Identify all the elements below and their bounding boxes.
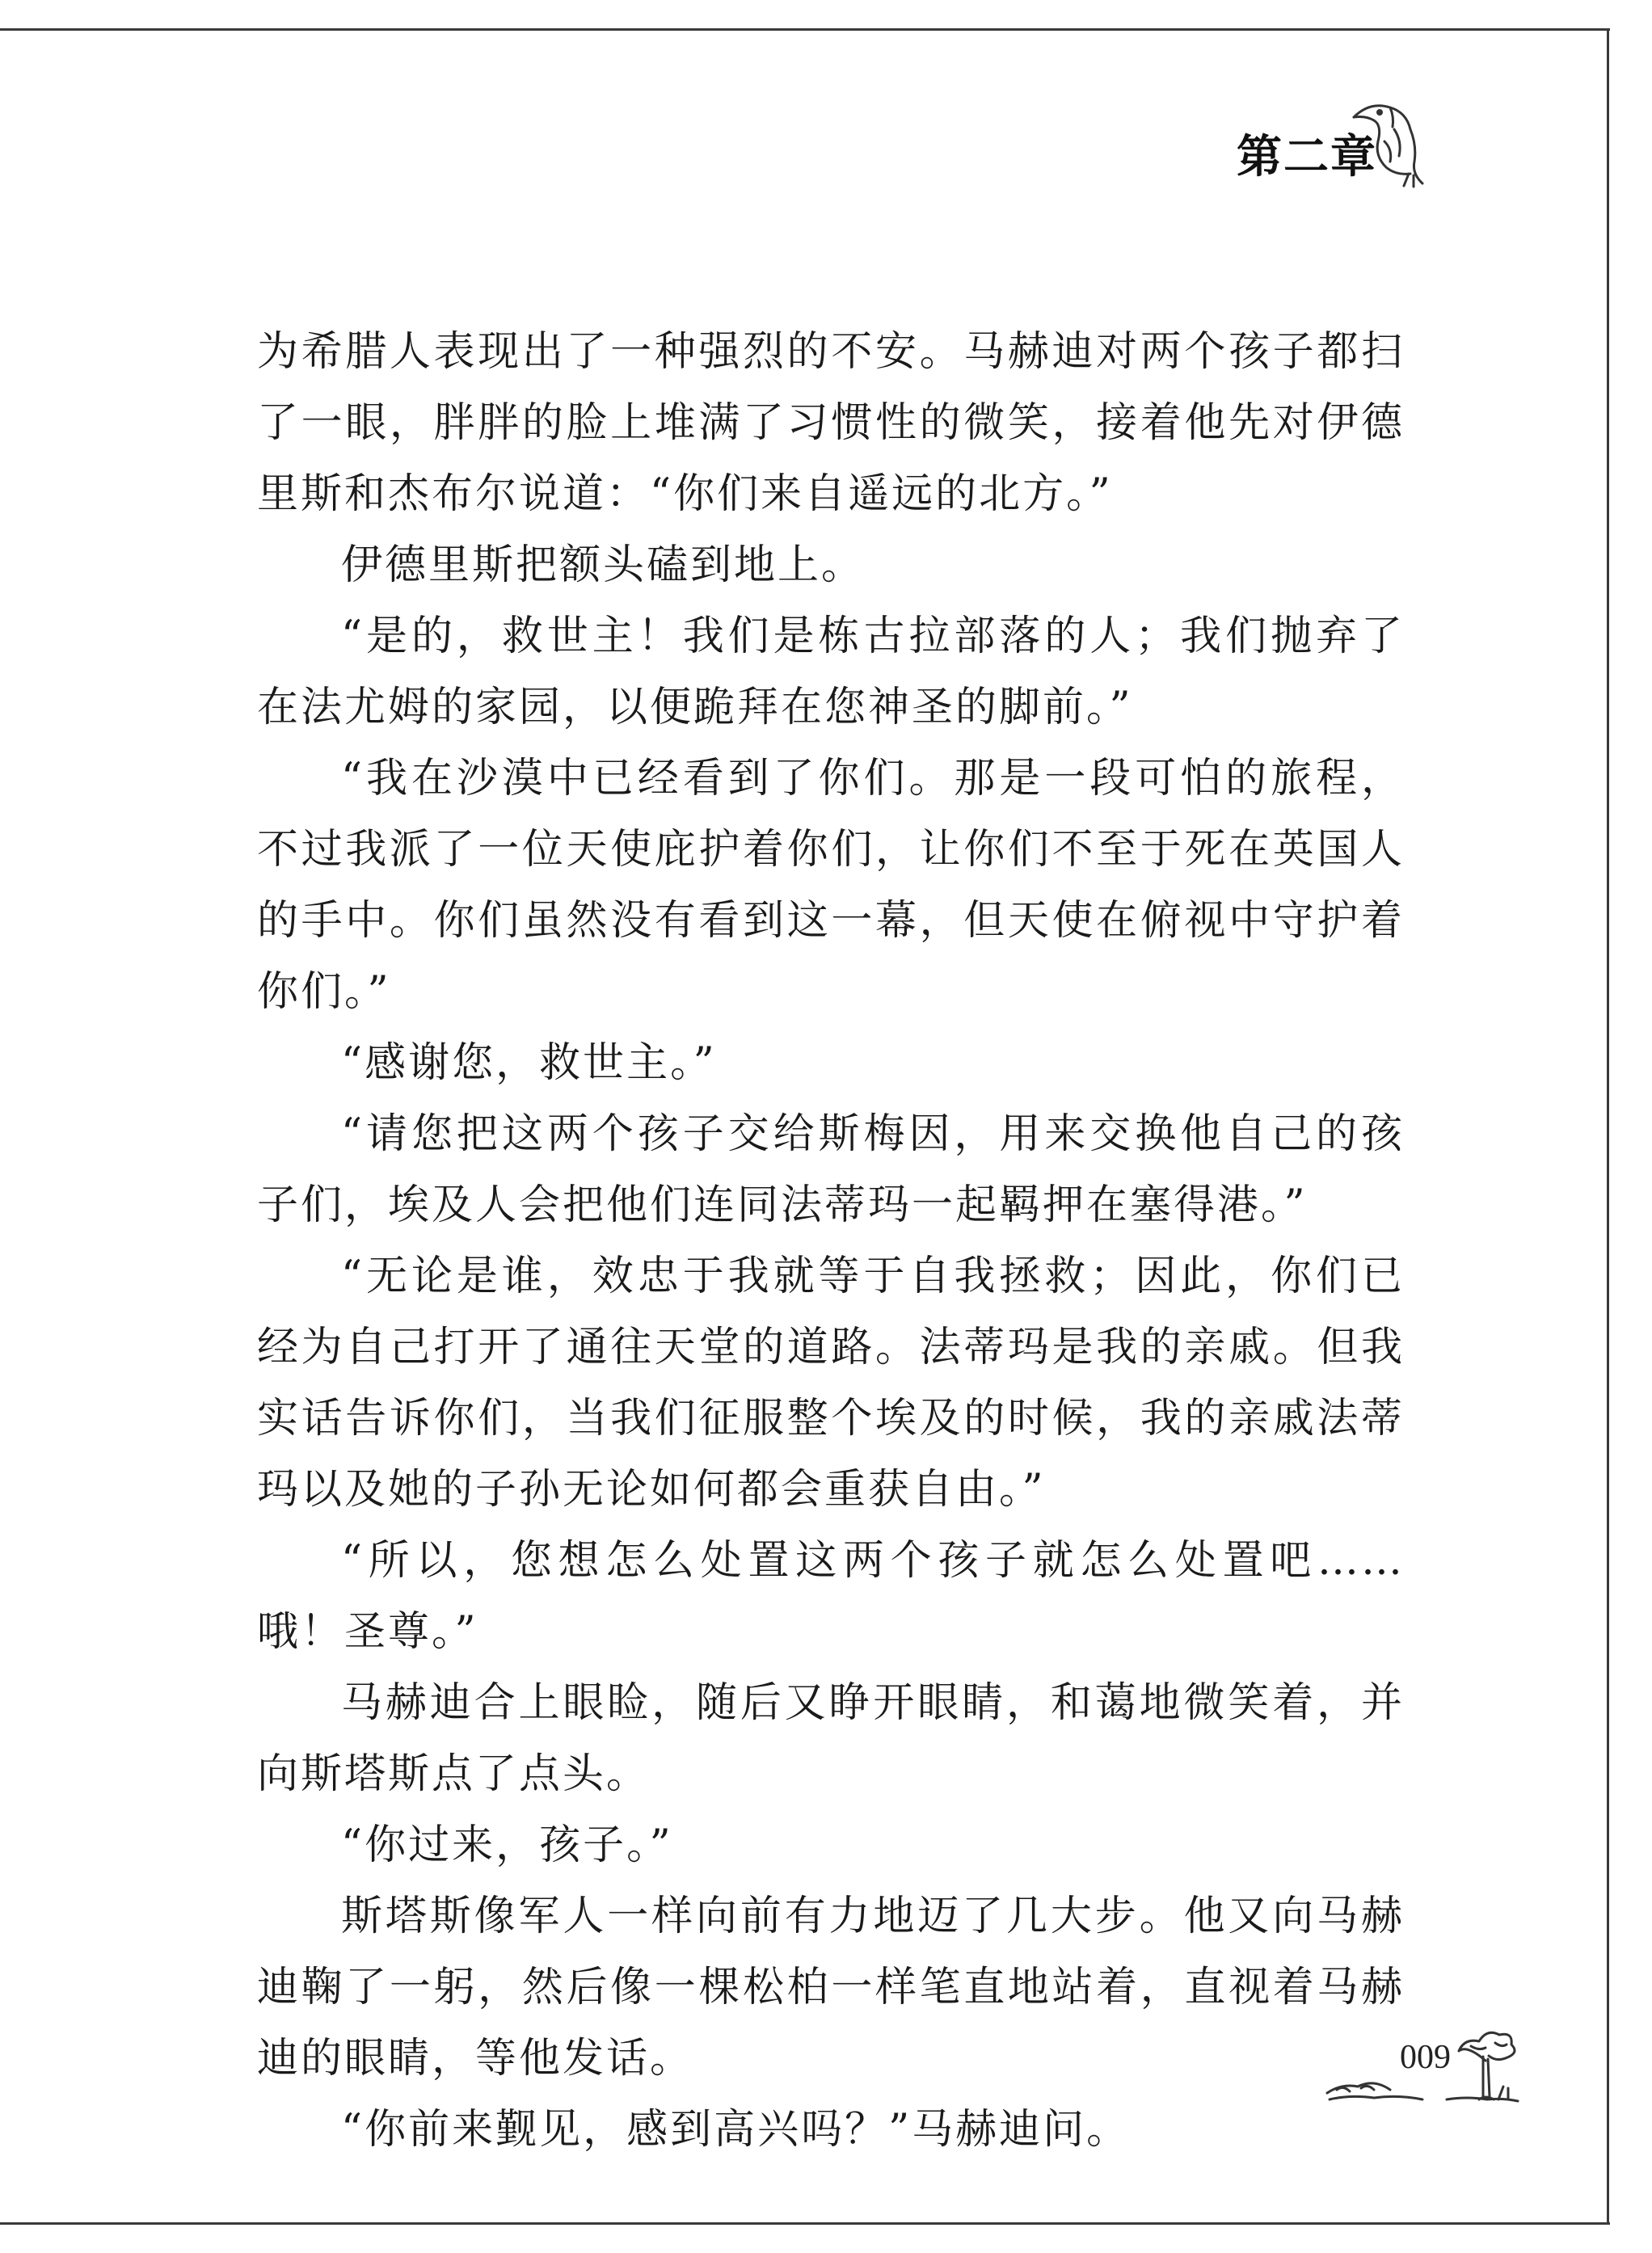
chapter-header (1237, 97, 1431, 210)
chapter-title: 第二章 (1237, 130, 1377, 183)
text-line: 子们，埃及人会把他们连同法蒂玛一起羁押在塞得港。” (257, 1181, 1308, 1229)
bird-icon (1346, 93, 1435, 190)
text-line: “请您把这两个孩子交给斯梅因，用来交换他自己的孩 (341, 1110, 1405, 1158)
text-line: 你们。” (257, 968, 391, 1016)
text-line: “我在沙漠中已经看到了你们。那是一段可怕的旅程， (341, 755, 1405, 802)
text-line: 不过我派了一位天使庇护着你们，让你们不至于死在英国人 (257, 826, 1405, 874)
text-line: 在法尤姆的家园，以便跪拜在您神圣的脚前。” (257, 684, 1133, 731)
page-border-right (1607, 28, 1609, 2222)
text-line: 实话告诉你们，当我们征服整个埃及的时候，我的亲戚法蒂 (257, 1395, 1405, 1442)
page-border-bottom (0, 2222, 1610, 2225)
page-border-top (0, 28, 1610, 31)
text-line: “你前来觐见，感到高兴吗？”马赫迪问。 (341, 2106, 1131, 2154)
text-line: 伊德里斯把额头磕到地上。 (341, 541, 866, 589)
page-number: 009 (1400, 2039, 1451, 2076)
text-line: 了一眼，胖胖的脸上堆满了习惯性的微笑，接着他先对伊德 (257, 399, 1405, 447)
text-line: “你过来，孩子。” (341, 1821, 673, 1869)
text-line: 玛以及她的子孙无论如何都会重获自由。” (257, 1466, 1046, 1514)
text-line: 为希腊人表现出了一种强烈的不安。马赫迪对两个孩子都扫 (257, 328, 1405, 376)
text-line: 经为自己打开了通往天堂的道路。法蒂玛是我的亲戚。但我 (257, 1324, 1405, 1371)
page-footer (1325, 2020, 1519, 2117)
text-line: 迪鞠了一躬，然后像一棵松柏一样笔直地站着，直视着马赫 (257, 1964, 1405, 2011)
text-line: 向斯塔斯点了点头。 (257, 1750, 651, 1798)
text-line: “是的，救世主！我们是栋古拉部落的人；我们抛弃了 (341, 613, 1405, 660)
text-line: “所以，您想怎么处置这两个孩子就怎么处置吧…… (341, 1537, 1405, 1585)
text-line: 迪的眼睛，等他发话。 (257, 2035, 694, 2082)
text-line: 马赫迪合上眼睑，随后又睁开眼睛，和蔼地微笑着，并 (341, 1679, 1405, 1727)
text-line: 的手中。你们虽然没有看到这一幕，但天使在俯视中守护着 (257, 897, 1405, 945)
text-line: 哦！圣尊。” (257, 1608, 478, 1656)
text-line: 里斯和杰布尔说道：“你们来自遥远的北方。” (257, 470, 1113, 518)
text-line: “无论是谁，效忠于我就等于自我拯救；因此，你们已 (341, 1253, 1405, 1300)
body-text (257, 317, 1405, 2166)
text-line: 斯塔斯像军人一样向前有力地迈了几大步。他又向马赫 (341, 1893, 1405, 1940)
text-line: “感谢您，救世主。” (341, 1039, 717, 1087)
